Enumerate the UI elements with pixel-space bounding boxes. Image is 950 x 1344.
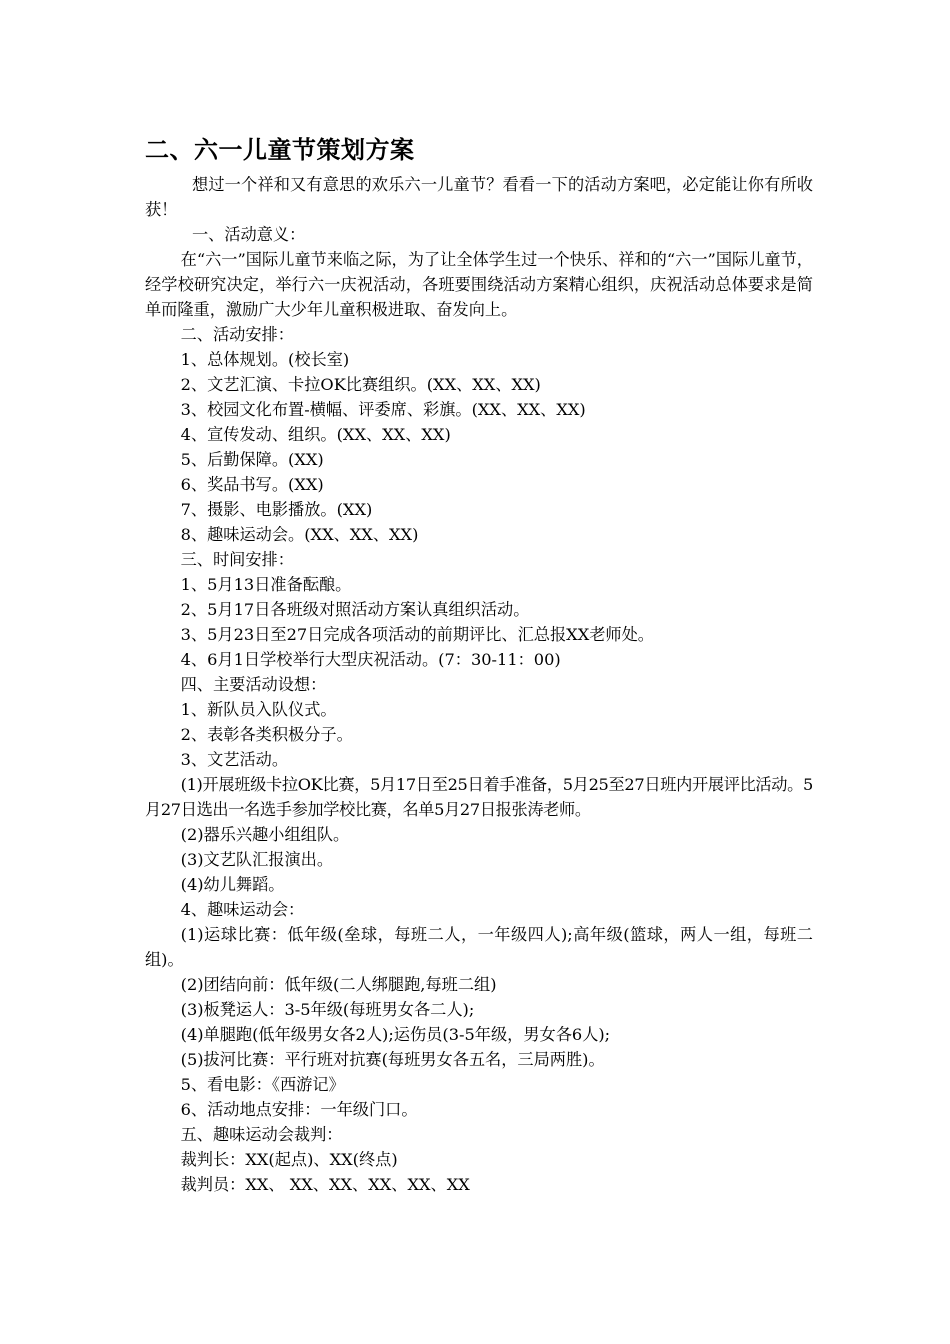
schedule-item-3: 3、5月23日至27日完成各项活动的前期评比、汇总报XX老师处。 xyxy=(180,625,654,644)
activity-item-4: 4、趣味运动会： xyxy=(180,900,305,919)
arrangement-item-4: 4、宣传发动、组织。(XX、XX、XX) xyxy=(180,425,451,444)
art-activity-sub-2: (2)器乐兴趣小组组队。 xyxy=(180,825,350,844)
sports-sub-1: (1)运球比赛：低年级(垒球，每班二人，一年级四人);高年级(篮球，两人一组，每班二组)。 xyxy=(145,925,813,969)
activity-item-1: 1、新队员入队仪式。 xyxy=(180,700,337,719)
schedule-item-1: 1、5月13日准备酝酿。 xyxy=(180,575,352,594)
arrangement-item-2: 2、文艺汇演、卡拉OK比赛组织。(XX、XX、XX) xyxy=(180,375,541,394)
referees-line: 裁判员：XX、 XX、XX、XX、XX、XX xyxy=(180,1175,470,1194)
activity-item-3: 3、文艺活动。 xyxy=(180,750,289,769)
sports-sub-2: (2)团结向前：低年级(二人绑腿跑,每班二组) xyxy=(180,975,497,994)
document-body xyxy=(145,132,813,1197)
significance-paragraph: 在“六一”国际儿童节来临之际，为了让全体学生过一个快乐、祥和的“六一”国际儿童节，经学校研究决定，举行六一庆祝活动，各班要围绕活动方案精心组织，庆祝活动总体要求是简单而隆重，激励广大少年儿童积极进取、奋发向上。 xyxy=(145,250,813,319)
arrangement-item-6: 6、奖品书写。(XX) xyxy=(180,475,324,494)
section-heading-schedule: 三、时间安排： xyxy=(180,550,294,569)
schedule-item-2: 2、5月17日各班级对照活动方案认真组织活动。 xyxy=(180,600,530,619)
activity-item-6: 6、活动地点安排：一年级门口。 xyxy=(180,1100,418,1119)
intro-paragraph: 想过一个祥和又有意思的欢乐六一儿童节？看看一下的活动方案吧，必定能让你有所收获！ xyxy=(145,175,813,219)
section-heading-significance: 一、活动意义： xyxy=(191,225,306,244)
schedule-item-4: 4、6月1日学校举行大型庆祝活动。(7：30-11：00) xyxy=(180,650,561,669)
section-heading-activities: 四、主要活动设想： xyxy=(180,675,327,694)
sports-sub-3: (3)板凳运人：3-5年级(每班男女各二人); xyxy=(180,1000,475,1019)
arrangement-item-8: 8、趣味运动会。(XX、XX、XX) xyxy=(180,525,419,544)
arrangement-item-3: 3、校园文化布置-横幅、评委席、彩旗。(XX、XX、XX) xyxy=(180,400,586,419)
art-activity-sub-4: (4)幼儿舞蹈。 xyxy=(180,875,285,894)
document-title: 二、六一儿童节策划方案 xyxy=(145,136,415,164)
section-heading-arrangement: 二、活动安排： xyxy=(180,325,294,344)
sports-sub-4: (4)单腿跑(低年级男女各2人);运伤员(3-5年级，男女各6人); xyxy=(180,1025,611,1044)
arrangement-item-5: 5、后勤保障。(XX) xyxy=(180,450,324,469)
section-heading-referees: 五、趣味运动会裁判： xyxy=(180,1125,343,1144)
art-activity-sub-3: (3)文艺队汇报演出。 xyxy=(180,850,334,869)
arrangement-item-7: 7、摄影、电影播放。(XX) xyxy=(180,500,373,519)
activity-item-2: 2、表彰各类积极分子。 xyxy=(180,725,353,744)
arrangement-item-1: 1、总体规划。(校长室) xyxy=(180,350,350,369)
art-activity-sub-1: (1)开展班级卡拉OK比赛，5月17日至25日着手准备，5月25至27日班内开展评比活动。5月27日选出一名选手参加学校比赛，名单5月27日报张涛老师。 xyxy=(145,775,813,819)
sports-sub-5: (5)拔河比赛：平行班对抗赛(每班男女各五名，三局两胜)。 xyxy=(180,1050,605,1069)
activity-item-5: 5、看电影：《西游记》 xyxy=(180,1075,345,1094)
chief-referee-line: 裁判长：XX(起点)、XX(终点) xyxy=(180,1150,398,1169)
